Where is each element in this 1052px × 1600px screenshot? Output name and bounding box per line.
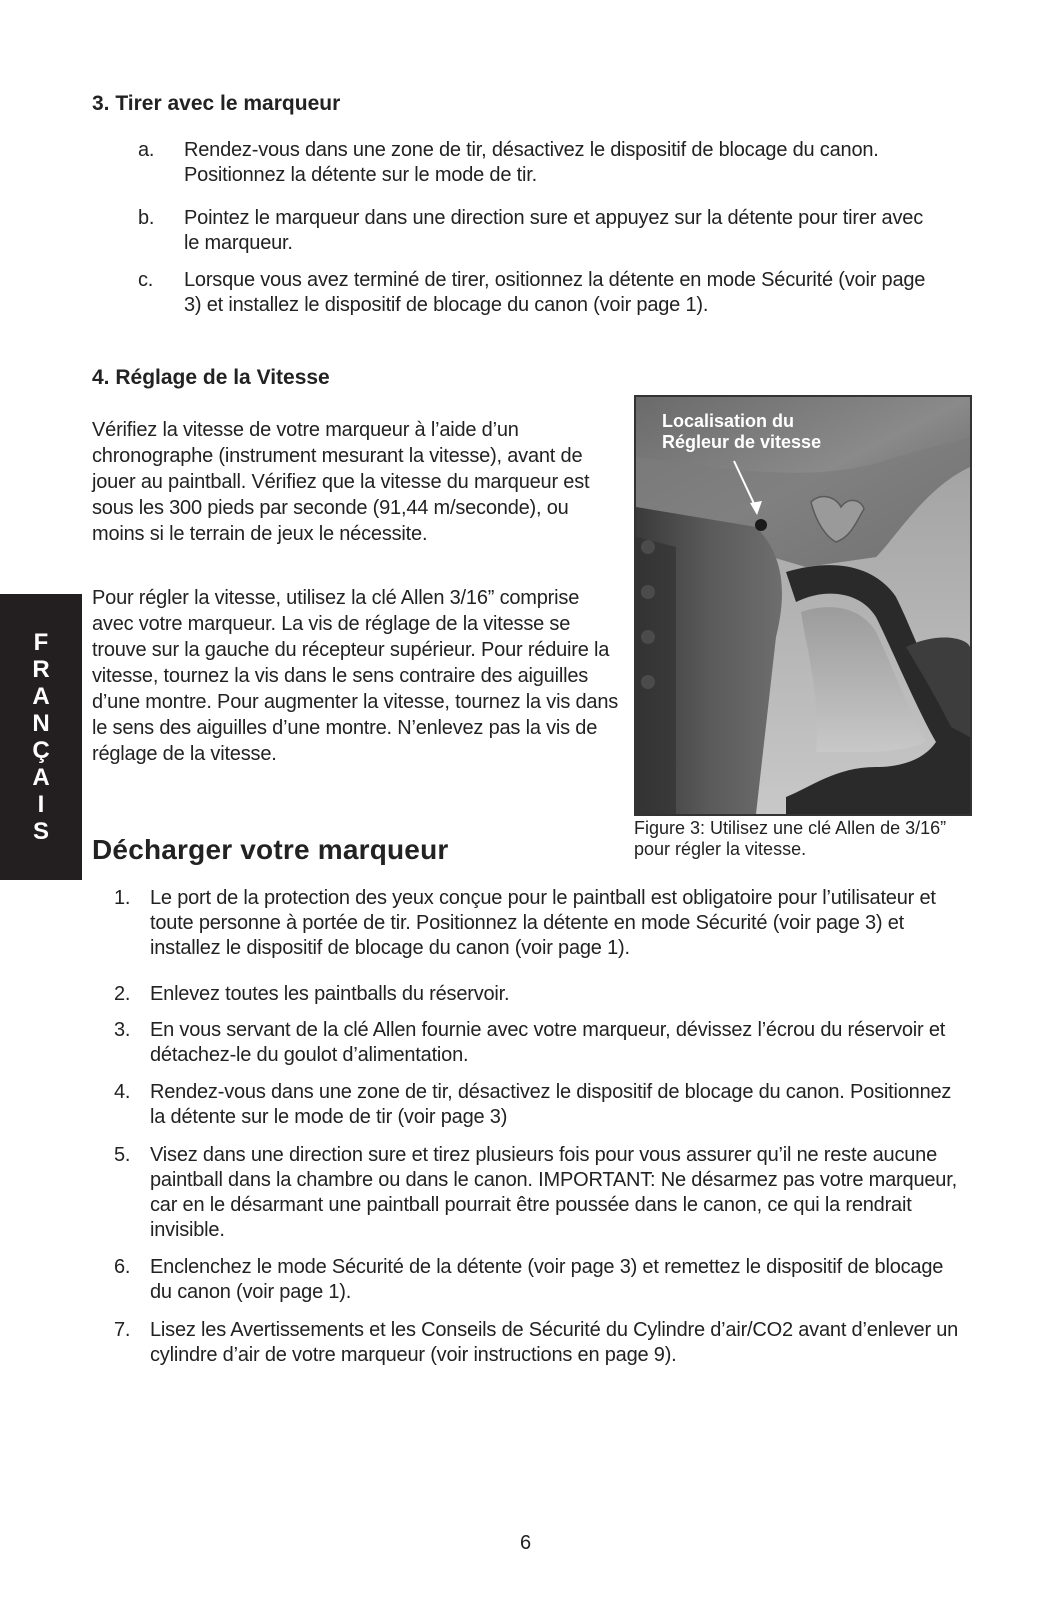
figure-caption: Figure 3: Utilisez une clé Allen de 3/16” pour régler la vitesse. <box>634 818 947 859</box>
list-marker: 2. <box>114 983 131 1005</box>
list-item-text: Rendez-vous dans une zone de tir, désactivez le dispositif de blocage du canon. Positionnez la détente sur le mode de tir. <box>184 139 879 186</box>
list-marker: b. <box>138 207 155 229</box>
language-letter: Ç <box>32 737 50 764</box>
language-letter: I <box>37 791 45 818</box>
marker-illustration <box>636 397 970 814</box>
page-number: 6 <box>520 1532 532 1554</box>
language-letter: A <box>32 683 50 710</box>
list-item-text: Pointez le marqueur dans une direction sure et appuyez sur la détente pour tirer avec le marqueur. <box>184 207 923 254</box>
list-item-text: Enlevez toutes les paintballs du réservoir. <box>150 983 510 1005</box>
figure-label-line: Régleur de vitesse <box>662 432 822 452</box>
list-item-text: Lorsque vous avez terminé de tirer, ositionnez la détente en mode Sécurité (voir page 3) et installez le dispositif de blocage du canon (voir page 1). <box>184 269 926 316</box>
list-marker: 4. <box>114 1081 131 1103</box>
list-marker: 3. <box>114 1019 131 1041</box>
list-marker: 6. <box>114 1256 131 1278</box>
speed-adjust-paragraph: Pour régler la vitesse, utilisez la clé Allen 3/16” comprise avec votre marqueur. La vis de réglage de la vitesse se trouve sur la gauche du récepteur supérieur. Pour réduire la vitesse, tournez la vis dans le sens contraire des aiguilles d’une montre. Pour augmenter la vitesse, tournez la vis dans le sens des aiguilles d’une montre. N’enlevez pas la vis de réglage de la vitesse. <box>92 587 619 765</box>
language-tab <box>0 594 82 880</box>
list-item-text: Enclenchez le mode Sécurité de la détente (voir page 3) et remettez le dispositif de blocage du canon (voir page 1). <box>150 1256 944 1303</box>
list-item-text: En vous servant de la clé Allen fournie avec votre marqueur, dévissez l’écrou du réservoir et détachez-le du goulot d’alimentation. <box>150 1019 946 1066</box>
language-letter: N <box>32 710 50 737</box>
list-marker: 7. <box>114 1319 131 1341</box>
language-letter: A <box>32 764 50 791</box>
list-item-text: Rendez-vous dans une zone de tir, désactivez le dispositif de blocage du canon. Positionnez la détente sur le mode de tir (voir page 3) <box>150 1081 952 1128</box>
list-marker: 1. <box>114 887 131 909</box>
unload-heading: Décharger votre marqueur <box>92 834 449 865</box>
language-letter: F <box>33 629 49 656</box>
section-3-heading: 3. Tirer avec le marqueur <box>92 92 341 115</box>
figure-label <box>662 411 821 453</box>
list-item-text: Le port de la protection des yeux conçue pour le paintball est obligatoire pour l’utilisateur et toute personne à portée de tir. Positionnez la détente en mode Sécurité (voir page 3) et installez le dispositif de blocage du canon (voir page 1). <box>150 887 936 959</box>
list-marker: c. <box>138 269 154 291</box>
list-marker: a. <box>138 139 155 161</box>
language-letter: R <box>32 656 50 683</box>
list-item-text: Visez dans une direction sure et tirez plusieurs fois pour vous assurer qu’il ne reste aucune paintball dans la chambre ou dans le canon. IMPORTANT: Ne désarmez pas votre marqueur, car en le désarmant une paintball pourrait être poussée dans le canon, ce qui la rendrait invisible. <box>150 1144 957 1241</box>
figure-label-line: Localisation du <box>662 411 795 431</box>
section-4-heading: 4. Réglage de la Vitesse <box>92 366 330 389</box>
marker-photo <box>634 395 972 816</box>
speed-check-paragraph: Vérifiez la vitesse de votre marqueur à l’aide d’un chronographe (instrument mesurant la vitesse), avant de jouer au paintball. Vérifiez que la vitesse du marqueur est sous les 300 pieds par seconde (91,44 m/seconde), ou moins si le terrain de jeux le nécessite. <box>92 419 590 545</box>
language-letter: S <box>32 818 49 845</box>
list-item-text: Lisez les Avertissements et les Conseils de Sécurité du Cylindre d’air/CO2 avant d’enlever un cylindre d’air de votre marqueur (voir instructions en page 9). <box>150 1319 959 1366</box>
list-marker: 5. <box>114 1144 131 1166</box>
